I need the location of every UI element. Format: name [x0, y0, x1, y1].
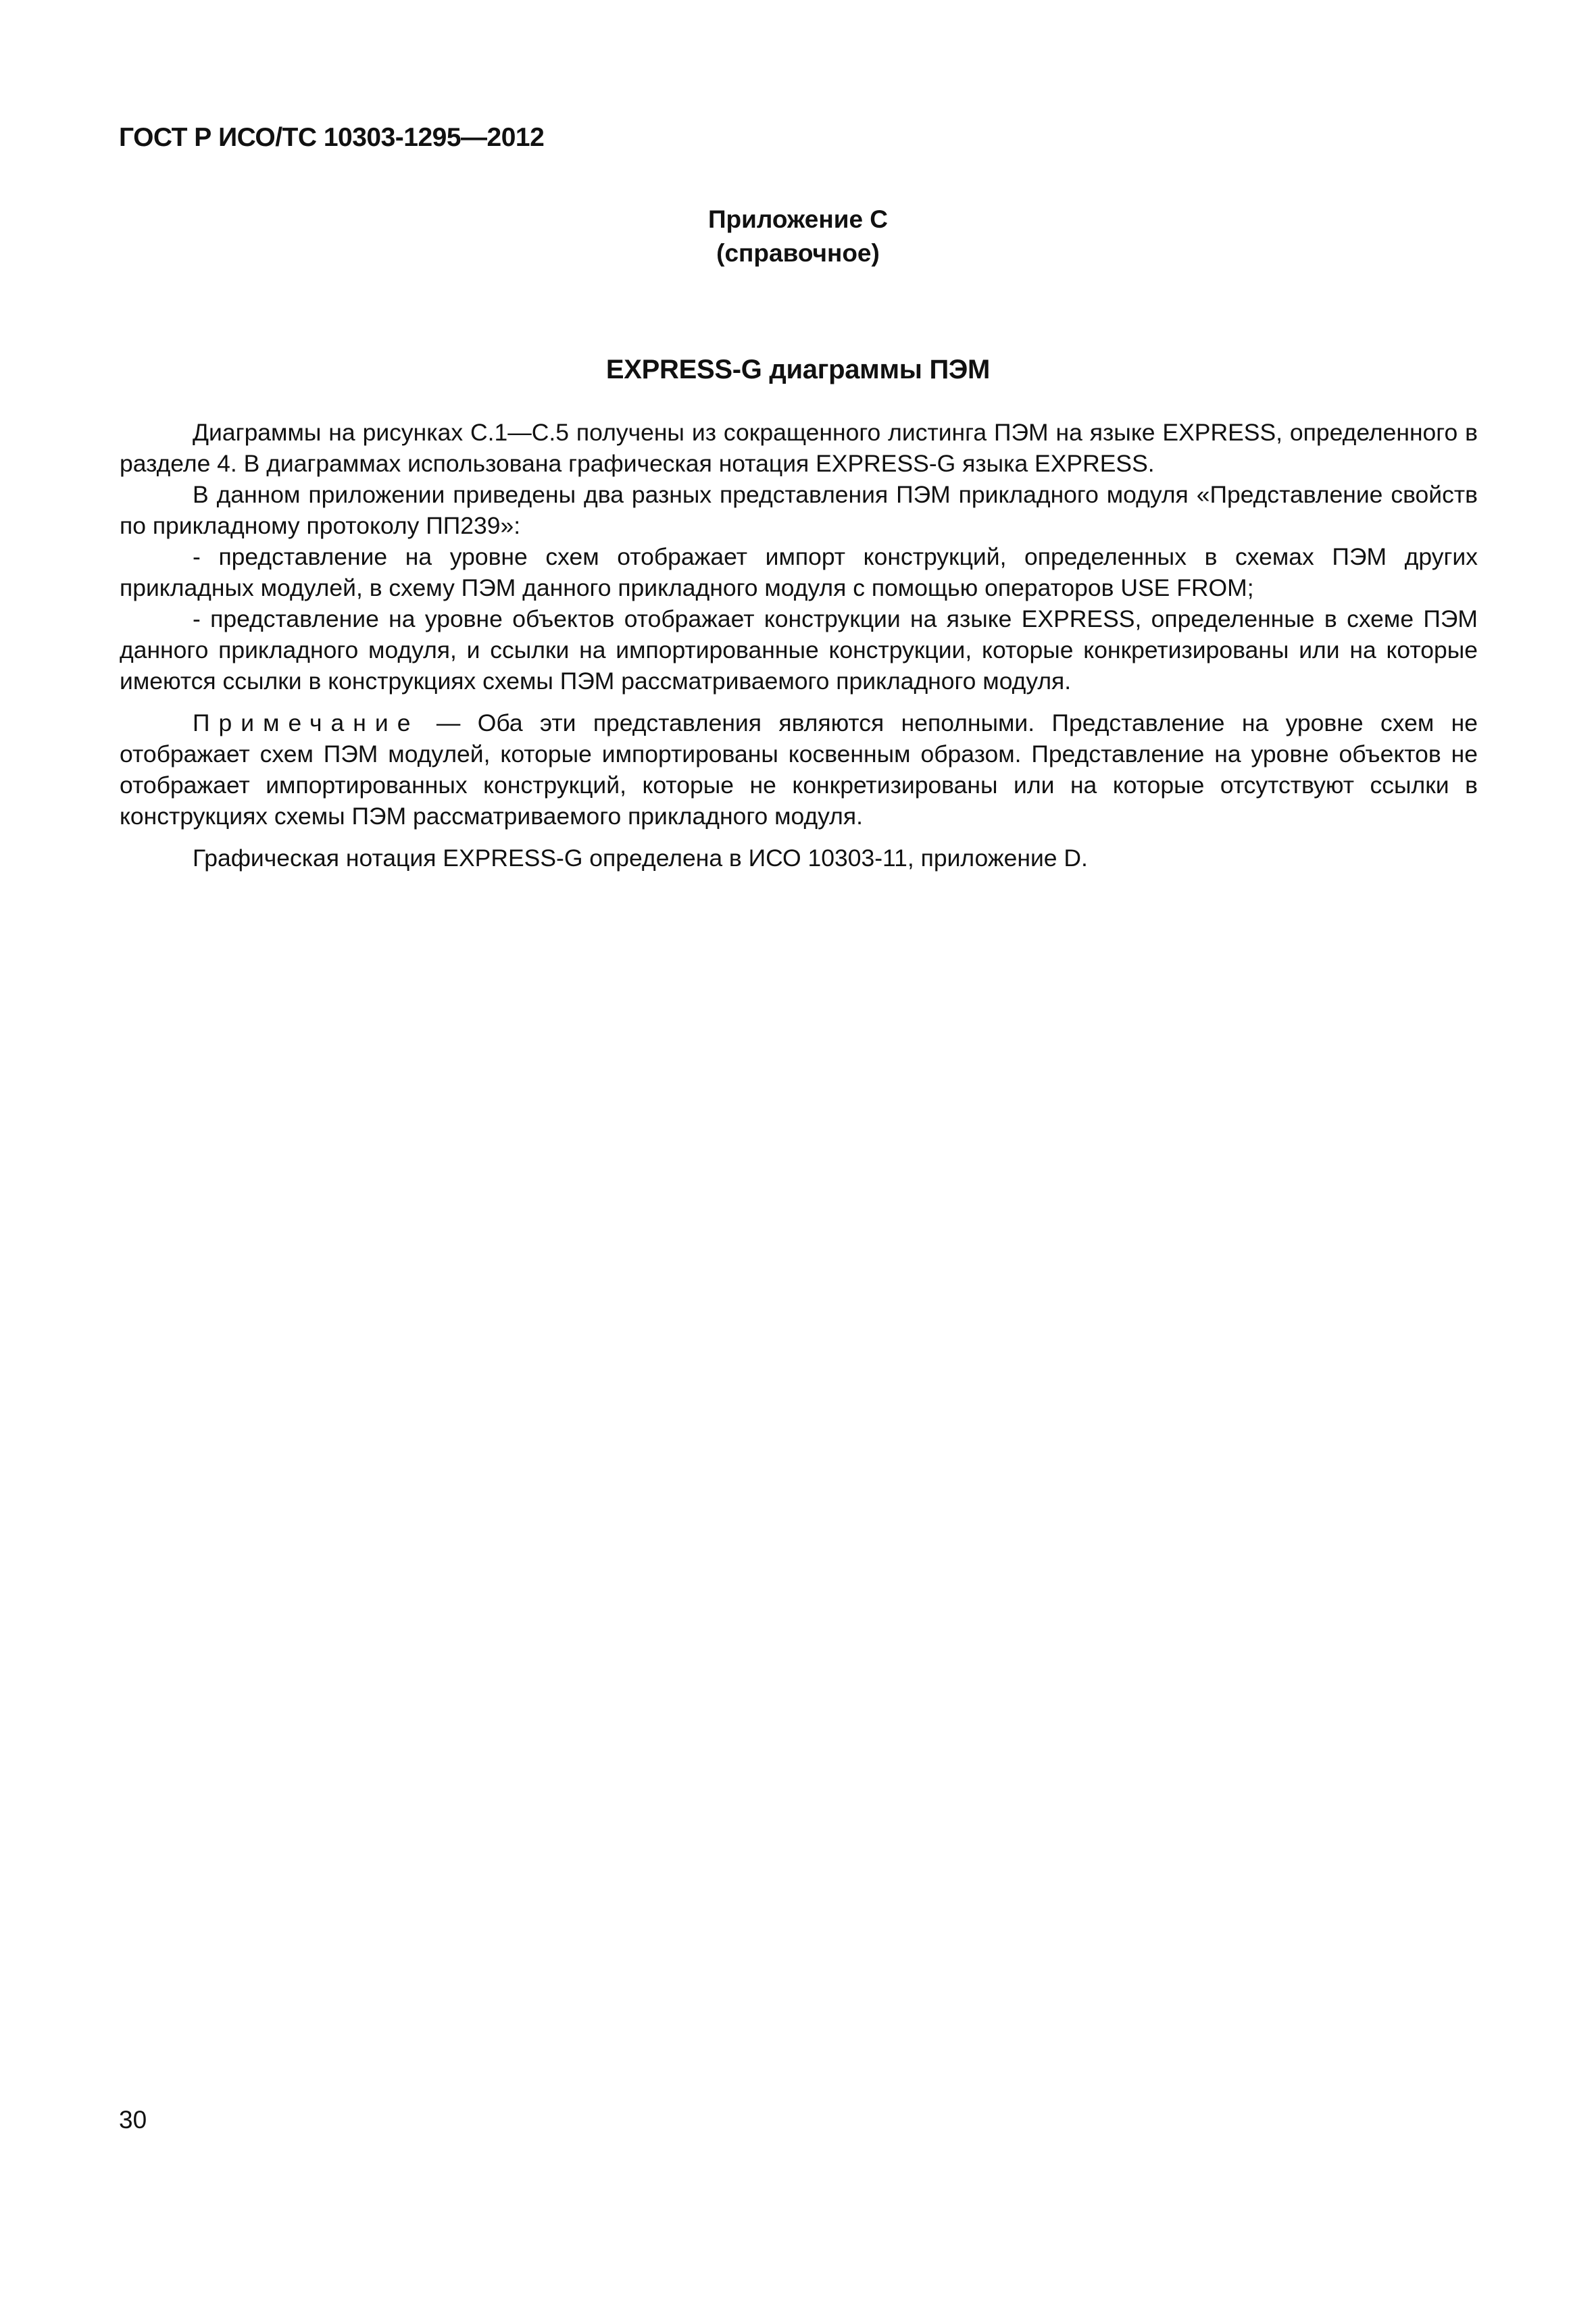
paragraph-notation-reference: Графическая нотация EXPRESS-G определена в ИСО 10303-11, приложение D.: [193, 845, 1088, 872]
paragraph-representations: В данном приложении приведены два разных представления ПЭМ прикладного модуля «Представление свойств по прикладному протоколу ПП239»:: [120, 481, 1478, 539]
annex-status: (справочное): [716, 239, 880, 267]
note-text: — Оба эти представления являются неполными. Представление на уровне схем не отображает схем ПЭМ модулей, которые импортированы косвенным образом. Представление на уровне объектов не отображает импортированных конструкций, которые не конкретизированы или на которые отсутствуют ссылки в конструкциях схемы ПЭМ рассматриваемого прикладного модуля.: [120, 709, 1478, 830]
annex-title: Приложение С: [707, 205, 889, 233]
paragraph-intro: Диаграммы на рисунках С.1—С.5 получены из сокращенного листинга ПЭМ на языке EXPRESS, определенного в разделе 4. В диаграммах использована графическая нотация EXPRESS-G языка EXPRESS.: [120, 419, 1478, 477]
document-header-code: ГОСТ Р ИСО/ТС 10303-1295—2012: [119, 123, 545, 152]
note-paragraph: [120, 707, 1478, 832]
section-title: EXPRESS-G диаграммы ПЭМ: [605, 355, 991, 384]
body-text: [120, 417, 1478, 874]
paragraph-schema-level: - представление на уровне схем отображает импорт конструкций, определенных в схемах ПЭМ других прикладных модулей, в схему ПЭМ данного прикладного модуля с помощью операторов USE FROM;: [120, 543, 1478, 601]
note-label: Примечание: [193, 709, 420, 736]
paragraph-entity-level: - представление на уровне объектов отображает конструкции на языке EXPRESS, определенные в схеме ПЭМ данного прикладного модуля, и ссылки на импортированные конструкции, которые конкретизированы или на которые имеются ссылки в конструкциях схемы ПЭМ рассматриваемого прикладного модуля.: [120, 605, 1478, 695]
annex-heading: [0, 203, 1596, 270]
page-number: 30: [119, 2106, 147, 2134]
